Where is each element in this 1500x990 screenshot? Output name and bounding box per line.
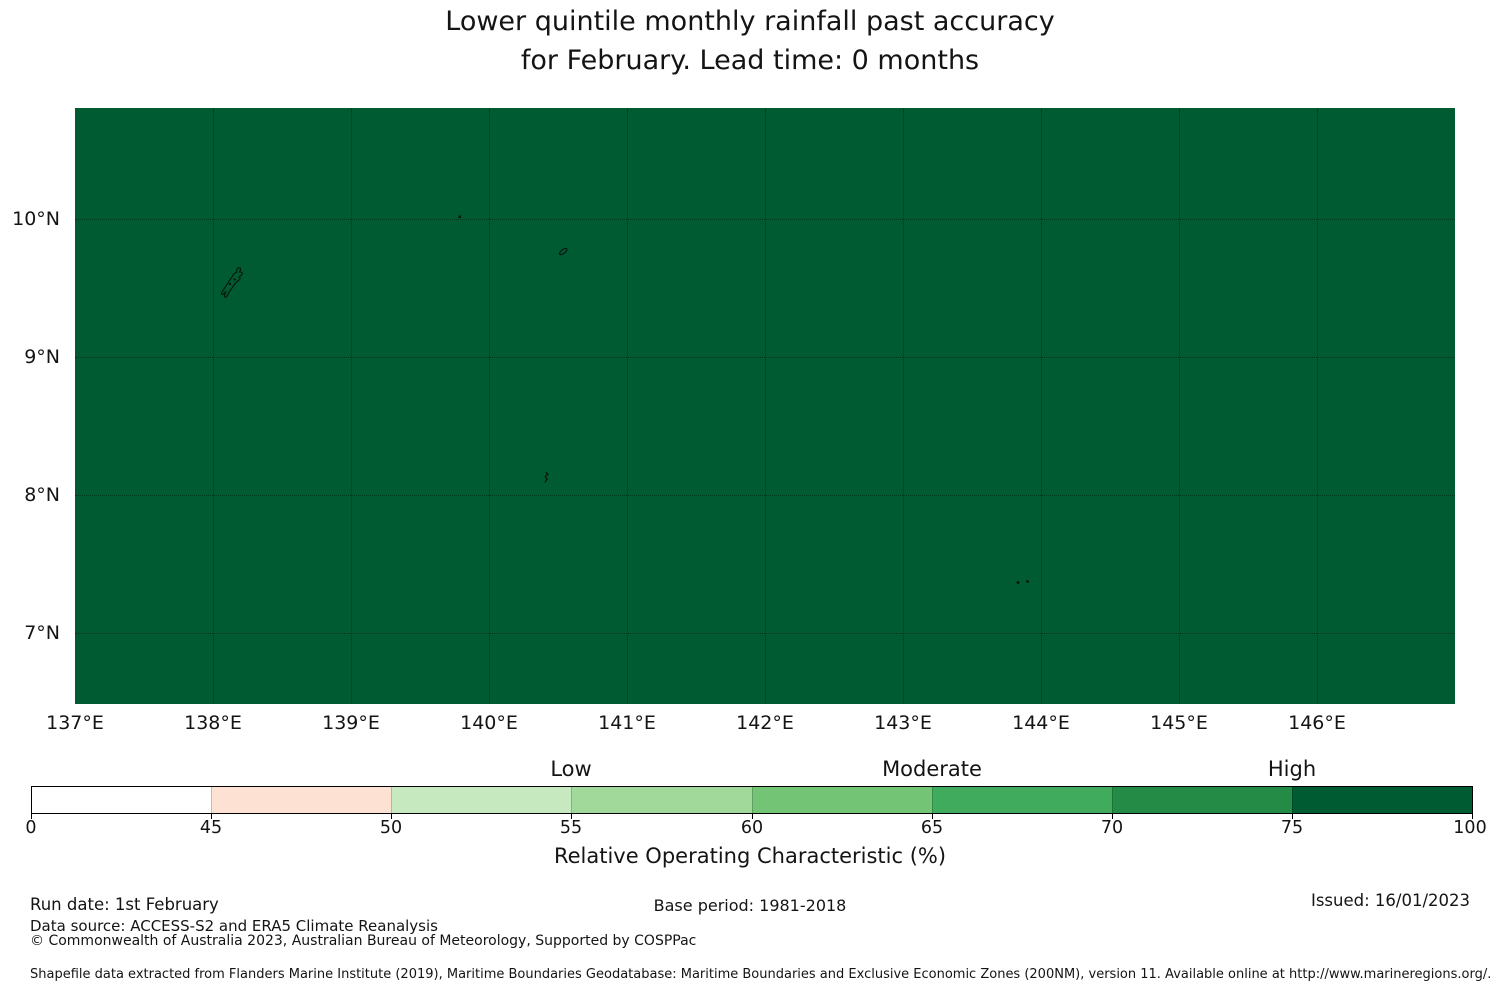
island-outline-zigzag xyxy=(545,472,548,483)
island-outline-atoll xyxy=(560,248,567,254)
colorbar-tick-100: 100 xyxy=(1453,818,1487,838)
colorbar-axis-label: Relative Operating Characteristic (%) xyxy=(553,844,947,868)
run-date-text: Run date: 1st February xyxy=(30,895,219,914)
x-axis-tick-143e: 143°E xyxy=(874,712,932,734)
y-axis-tick-7n: 7°N xyxy=(24,622,60,644)
base-period-text: Base period: 1981-2018 xyxy=(653,896,847,915)
island-speck-inner-2 xyxy=(234,279,236,281)
colorbar-segment-70-75 xyxy=(1112,787,1292,813)
colorbar-segment-75-100 xyxy=(1292,787,1472,813)
colorbar-category-moderate: Moderate xyxy=(882,757,982,781)
x-axis-tick-138e: 138°E xyxy=(184,712,242,734)
chart-title xyxy=(0,2,1500,80)
island-dot-east-2 xyxy=(1026,580,1029,583)
x-axis-tick-145e: 145°E xyxy=(1150,712,1208,734)
copyright-text: © Commonwealth of Australia 2023, Australian Bureau of Meteorology, Supported by COSPPac xyxy=(30,933,697,949)
x-axis-tick-142e: 142°E xyxy=(736,712,794,734)
colorbar-segment-55-60 xyxy=(571,787,751,813)
x-axis-tick-141e: 141°E xyxy=(598,712,656,734)
chart-title-line2: for February. Lead time: 0 months xyxy=(520,45,980,76)
chart-title-line1: Lower quintile monthly rainfall past accuracy xyxy=(445,6,1055,37)
colorbar-segment-60-65 xyxy=(752,787,932,813)
island-outline-main-group xyxy=(222,268,243,298)
colorbar-category-low: Low xyxy=(550,757,592,781)
colorbar-tick-0: 0 xyxy=(25,818,37,838)
island-outlines-layer xyxy=(75,108,1455,704)
data-source-text: Data source: ACCESS-S2 and ERA5 Climate Reanalysis xyxy=(30,917,438,935)
colorbar-tick-70: 70 xyxy=(1100,818,1124,838)
shapefile-note-text: Shapefile data extracted from Flanders Marine Institute (2019), Maritime Boundaries Geodatabase: Maritime Boundaries and Exclusive Economic Zones (200NM), version 11. Available online at http://www.marineregions.org/. xyxy=(30,967,1492,982)
island-dot-east-1 xyxy=(1017,581,1020,584)
colorbar-category-high: High xyxy=(1267,757,1317,781)
colorbar xyxy=(31,786,1473,814)
x-axis-tick-139e: 139°E xyxy=(322,712,380,734)
x-axis-tick-140e: 140°E xyxy=(460,712,518,734)
colorbar-tick-50: 50 xyxy=(379,818,403,838)
issued-date-text: Issued: 16/01/2023 xyxy=(1310,891,1470,910)
y-axis-tick-9n: 9°N xyxy=(24,346,60,368)
y-axis-tick-8n: 8°N xyxy=(24,484,60,506)
y-axis-tick-10n: 10°N xyxy=(12,208,60,230)
colorbar-tick-45: 45 xyxy=(199,818,223,838)
colorbar-segment-45-50 xyxy=(211,787,391,813)
colorbar-tick-75: 75 xyxy=(1280,818,1304,838)
map-plot-area xyxy=(75,108,1455,704)
colorbar-segment-0-45 xyxy=(32,787,211,813)
island-speck-inner-1 xyxy=(229,283,231,285)
colorbar-tick-55: 55 xyxy=(559,818,583,838)
colorbar-segment-50-55 xyxy=(391,787,571,813)
island-dot-north xyxy=(459,216,462,219)
x-axis-tick-146e: 146°E xyxy=(1288,712,1346,734)
colorbar-segment-65-70 xyxy=(932,787,1112,813)
colorbar-tick-65: 65 xyxy=(920,818,944,838)
colorbar-tick-60: 60 xyxy=(740,818,764,838)
x-axis-tick-137e: 137°E xyxy=(46,712,104,734)
x-axis-tick-144e: 144°E xyxy=(1012,712,1070,734)
